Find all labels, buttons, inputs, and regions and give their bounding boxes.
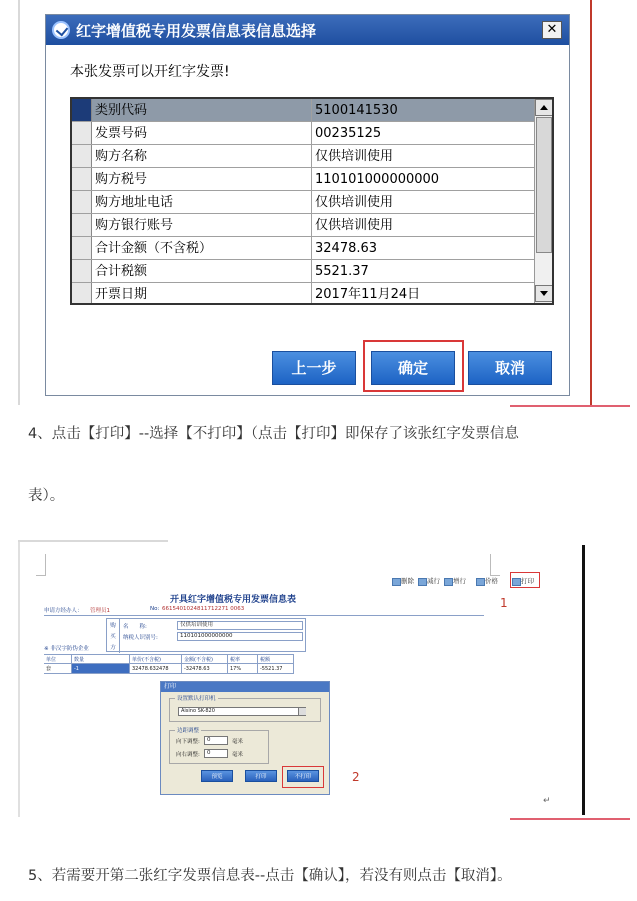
margin-group <box>169 730 269 764</box>
screenshot-border-top <box>18 540 168 542</box>
buyer-side-label: 购 <box>110 623 116 629</box>
applicant-value: 管理员1 <box>90 608 110 614</box>
status-message: 本张发票可以开红字发票! <box>70 64 230 80</box>
scroll-down-arrow-icon[interactable] <box>535 285 553 302</box>
screenshot-border-left <box>18 0 20 405</box>
sheet-number-label: No: <box>150 606 160 612</box>
divider <box>44 615 484 616</box>
app-check-icon <box>52 21 70 39</box>
red-invoice-select-dialog <box>45 14 570 396</box>
screenshot-border-right <box>582 545 585 815</box>
scroll-thumb[interactable] <box>536 117 552 253</box>
goods-header-cell: 数量 <box>72 655 130 665</box>
field-value: 仅供培训使用 <box>315 195 394 210</box>
row-selector[interactable] <box>72 237 92 259</box>
cancel-button[interactable]: 取消 <box>468 351 552 385</box>
down-adjust-input[interactable]: 0 <box>204 736 228 745</box>
previous-step-button[interactable]: 上一步 <box>272 351 356 385</box>
screenshot-border-right <box>590 0 592 405</box>
table-row[interactable] <box>44 664 294 674</box>
reduce-row-button[interactable]: 减行 <box>418 576 440 586</box>
goods-header-cell: 金额(不含税) <box>182 655 228 665</box>
buyer-info-box <box>106 618 306 652</box>
buyer-tax-field[interactable]: 110101000000000 <box>177 632 303 641</box>
goods-table-header <box>44 654 294 664</box>
printer-select-value: Aisino SK-820 <box>181 708 215 714</box>
goods-header-cell: 税额 <box>258 655 294 665</box>
goods-cell: 套 <box>44 664 72 674</box>
step4-instruction-line2: 表）。 <box>28 488 65 504</box>
down-adjust-label: 向下调整: <box>176 739 200 745</box>
margin-group-label: 边距调整 <box>177 728 200 734</box>
delete-button[interactable]: 删除 <box>392 576 414 586</box>
field-value: 仅供培训使用 <box>315 149 394 164</box>
field-value: 仅供培训使用 <box>315 218 394 233</box>
add-row-button[interactable]: 增行 <box>444 576 466 586</box>
field-value: 00235125 <box>315 126 382 141</box>
buyer-name-field[interactable]: 仅供培训使用 <box>177 621 303 630</box>
field-value: 32478.63 <box>315 241 378 256</box>
field-label: 类别代码 <box>92 99 312 121</box>
page-corner-mark <box>490 554 500 576</box>
field-label: 购方税号 <box>92 168 312 190</box>
table-row[interactable] <box>72 260 534 283</box>
sheet-title: 开具红字增值税专用发票信息表 <box>170 595 297 605</box>
field-value: 110101000000000 <box>315 172 440 187</box>
sheet-toolbar <box>392 574 570 588</box>
row-selector[interactable] <box>72 191 92 213</box>
row-selector[interactable] <box>72 99 92 121</box>
row-selector[interactable] <box>72 260 92 282</box>
field-value: 2017年11月24日 <box>315 287 421 302</box>
print-step-screenshot <box>30 548 578 810</box>
table-row[interactable] <box>72 145 534 168</box>
no-print-button[interactable]: 不打印 <box>287 770 319 782</box>
row-selector[interactable] <box>72 283 92 305</box>
divider <box>119 619 120 653</box>
screenshot-border-left <box>18 542 20 817</box>
field-label: 合计金额（不含税） <box>92 237 312 259</box>
table-row[interactable] <box>72 214 534 237</box>
buyer-side-label: 方 <box>110 645 116 651</box>
print-dialog-title: 打印 <box>161 682 329 692</box>
dialog-title: 红字增值税专用发票信息表信息选择 <box>76 22 317 40</box>
applicant-label: 申请方经办人： <box>44 608 83 614</box>
invoice-info-table <box>70 97 554 305</box>
field-value: 5521.37 <box>315 264 369 279</box>
table-row[interactable] <box>72 168 534 191</box>
no-print-highlight-box <box>282 766 324 788</box>
goods-cell: -5521.37 <box>258 664 294 674</box>
dialog-body <box>46 45 569 395</box>
goods-cell: 32478.632478 <box>130 664 182 674</box>
goods-header-cell: 单价(不含税) <box>130 655 182 665</box>
goods-cell: 17% <box>228 664 258 674</box>
seller-note: ※ 非汉字防伪企业 <box>44 646 89 652</box>
table-row[interactable] <box>72 99 534 122</box>
buyer-tax-label: 纳税人识别号: <box>123 635 158 641</box>
field-label: 购方名称 <box>92 145 312 167</box>
vertical-scrollbar[interactable] <box>534 99 552 303</box>
right-adjust-input[interactable]: 0 <box>204 749 228 758</box>
printer-group-label: 设置默认打印机 <box>177 696 216 702</box>
page-corner-mark <box>36 554 46 576</box>
field-label: 购方地址电话 <box>92 191 312 213</box>
decorative-underline <box>510 818 630 820</box>
row-selector[interactable] <box>72 168 92 190</box>
buyer-name-label: 名 称: <box>123 624 147 630</box>
row-selector[interactable] <box>72 214 92 236</box>
price-button[interactable]: 价格 <box>476 576 498 586</box>
field-label: 购方银行账号 <box>92 214 312 236</box>
field-label: 合计税额 <box>92 260 312 282</box>
goods-header-cell: 单位 <box>44 655 72 665</box>
scroll-up-arrow-icon[interactable] <box>535 99 553 116</box>
confirm-button[interactable]: 确定 <box>371 351 455 385</box>
dialog-titlebar <box>46 15 569 45</box>
printer-group <box>169 698 321 722</box>
field-value: 5100141530 <box>315 103 398 118</box>
step4-instruction-line1: 4、点击【打印】--选择【不打印】（点击【打印】即保存了该张红字发票信息 <box>28 426 519 442</box>
chevron-down-icon[interactable] <box>298 708 306 715</box>
annotation-number-2: 2 <box>352 770 360 784</box>
goods-cell[interactable]: -1 <box>72 664 130 674</box>
unit-label: 毫米 <box>232 752 244 758</box>
right-adjust-label: 向右调整: <box>176 752 200 758</box>
table-row[interactable] <box>72 122 534 145</box>
print-button-highlight-box <box>510 572 540 588</box>
row-selector[interactable] <box>72 145 92 167</box>
print-button[interactable]: 打印 <box>512 576 534 586</box>
unit-label: 毫米 <box>232 739 244 745</box>
preview-button[interactable]: 预览 <box>201 770 233 782</box>
row-selector[interactable] <box>72 122 92 144</box>
buyer-side-label: 买 <box>110 634 116 640</box>
close-button[interactable]: ✕ <box>542 21 562 39</box>
print-button[interactable]: 打印 <box>245 770 277 782</box>
field-label: 发票号码 <box>92 122 312 144</box>
field-label: 开票日期 <box>92 283 312 305</box>
decorative-underline <box>510 405 630 407</box>
printer-select[interactable] <box>178 707 306 716</box>
sheet-number-value: 6615401024811712271 0063 <box>162 606 245 612</box>
table-row[interactable] <box>72 237 534 260</box>
annotation-number-1: 1 <box>500 596 508 610</box>
table-row[interactable] <box>72 191 534 214</box>
goods-cell: -32478.63 <box>182 664 228 674</box>
paragraph-mark-icon: ↵ <box>543 796 551 806</box>
step5-instruction: 5、若需要开第二张红字发票信息表--点击【确认】，若没有则点击【取消】。 <box>28 868 512 884</box>
goods-header-cell: 税率 <box>228 655 258 665</box>
table-row[interactable] <box>72 283 534 305</box>
